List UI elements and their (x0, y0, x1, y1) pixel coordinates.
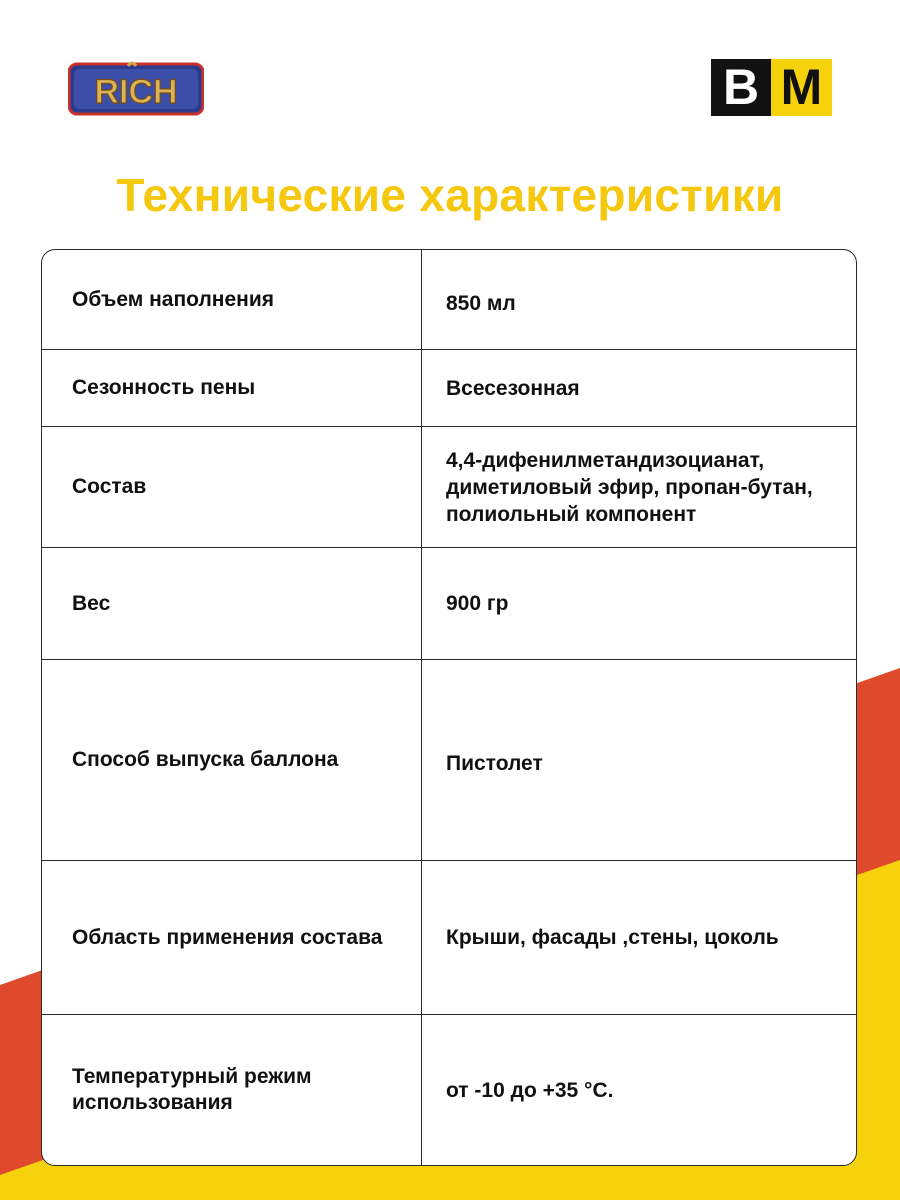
spec-value: Всесезонная (446, 376, 580, 400)
spec-label: Объем наполнения (42, 250, 422, 349)
spec-label: Вес (42, 548, 422, 659)
rich-logo-text: RICH (94, 73, 178, 111)
rich-logo (68, 60, 204, 116)
spec-label: Сезонность пены (42, 350, 422, 426)
spec-value: 850 мл (446, 292, 516, 315)
spec-label: Область применения состава (42, 861, 422, 1014)
spec-row-composition (42, 427, 856, 548)
spec-value: 4,4-дифенилметандизоцианат, диметиловый эфир, пропан-бутан, полиольный компонент (446, 448, 813, 526)
spec-value: Крыши, фасады ,стены, цоколь (446, 926, 779, 949)
spec-row-weight (42, 548, 856, 660)
spec-label: Способ выпуска баллона (42, 660, 422, 860)
spec-value: 900 гр (446, 592, 509, 615)
spec-row-release (42, 660, 856, 861)
spec-row-temperature (42, 1015, 856, 1165)
spec-label: Состав (42, 427, 422, 547)
spec-value: от -10 до +35 °С. (446, 1078, 614, 1102)
spec-row-season (42, 350, 856, 427)
spec-row-volume (42, 250, 856, 350)
spec-value: Пистолет (446, 752, 543, 775)
spec-row-application (42, 861, 856, 1015)
spec-label: Температурный режим использования (42, 1015, 422, 1165)
bm-logo (711, 59, 832, 116)
bm-logo-m: M (771, 59, 832, 116)
spec-table (41, 249, 857, 1166)
bm-logo-b: B (711, 59, 771, 116)
page-title: Технические характеристики (116, 169, 784, 221)
